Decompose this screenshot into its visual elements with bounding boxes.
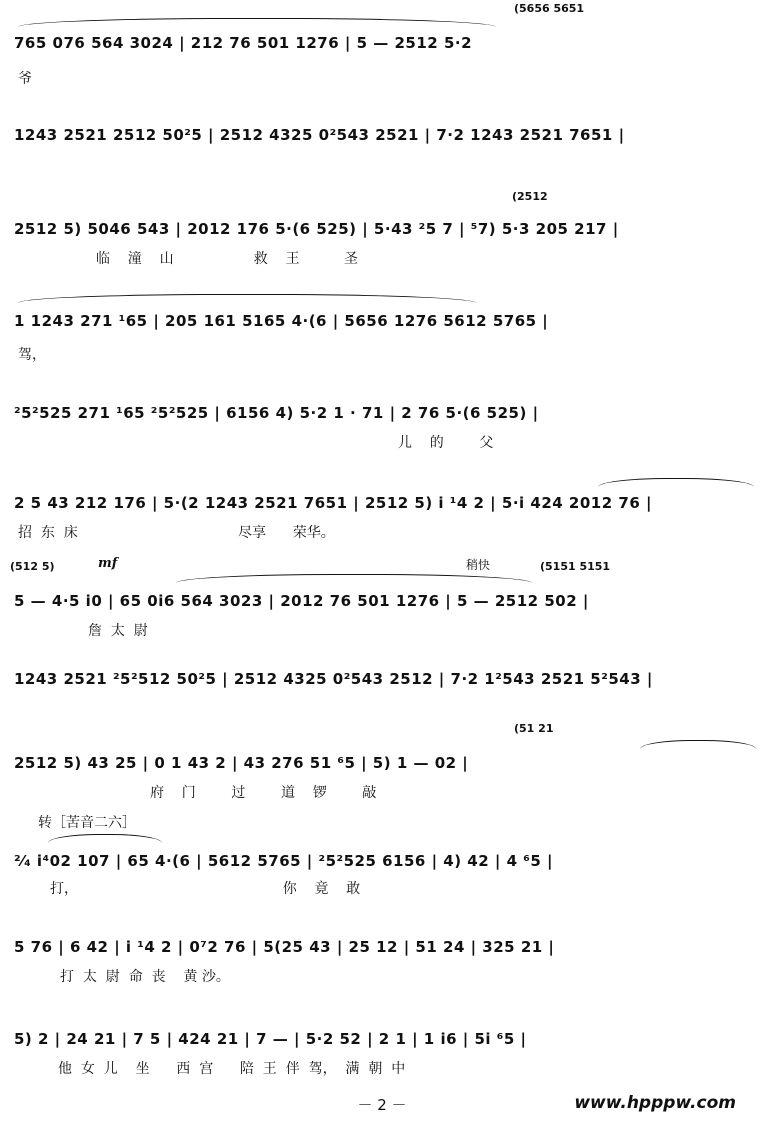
mode-change-mark: 转［苦音二六］ <box>38 815 136 831</box>
notation-line: 1243 2521 2512 50²5 | 2512 4325 0²543 2521 | 7·2 1243 2521 7651 | <box>14 126 625 144</box>
lyric-line: 招 东 床 尽享 荣华。 <box>18 525 335 541</box>
lyric-line: 驾， <box>18 347 46 363</box>
slur <box>18 294 476 303</box>
notation-line: 5) 2 | 24 21 | 7 5 | 424 21 | 7 — | 5·2 52 | 2 1 | 1 i6 | 5i ⁶5 | <box>14 1030 527 1048</box>
slur <box>598 478 754 487</box>
notation-line: 1243 2521 ²5²512 50²5 | 2512 4325 0²543 2512 | 7·2 1²543 2521 5²543 | <box>14 670 653 688</box>
lyric-line: 府 门 过 道 锣 敲 <box>150 785 377 801</box>
notation-line: ²5²525 271 ¹65 ²5²525 | 6156 4) 5·2 1 · 71 | 2 76 5·(6 525) | <box>14 404 539 422</box>
watermark: www.hpppw.com <box>574 1093 736 1113</box>
page-number: － 2 － <box>357 1096 407 1114</box>
tempo-mark: 稍快 <box>466 558 491 572</box>
grace-prefix: (2512 <box>512 190 548 203</box>
notation-line: 5 76 | 6 42 | i ¹4 2 | 0⁷2 76 | 5(25 43 | 25 12 | 51 24 | 325 21 | <box>14 938 555 956</box>
lyric-line: 儿 的 父 <box>398 435 494 451</box>
notation-line: 5 — 4·5 i0 | 65 0i6 564 3023 | 2012 76 501 1276 | 5 — 2512 502 | <box>14 592 589 610</box>
lyric-line: 爷 <box>18 71 32 87</box>
notation-line: 765 076 564 3024 | 212 76 501 1276 | 5 — 2512 5·2 <box>14 34 473 52</box>
lyric-line: 临 潼 山 救 王 圣 <box>96 251 359 267</box>
slur <box>48 834 162 843</box>
slur <box>18 18 496 27</box>
grace-prefix: (5151 5151 <box>540 560 611 573</box>
slur <box>176 574 532 583</box>
lyric-line: 詹 太 尉 <box>88 623 148 639</box>
lyric-line: 打 太 尉 命 丧 黄 沙。 <box>60 969 230 985</box>
grace-prefix: (51 21 <box>514 722 554 735</box>
grace-prefix: (512 5) <box>10 560 55 573</box>
notation-line: 2512 5) 43 25 | 0 1 43 2 | 43 276 51 ⁶5 | 5) 1 — 02 | <box>14 754 469 772</box>
dynamic-mark: mf <box>98 556 118 571</box>
notation-line: 1 1243 271 ¹65 | 205 161 5165 4·(6 | 5656 1276 5612 5765 | <box>14 312 549 330</box>
lyric-line: 打， 你 竟 敢 <box>50 881 361 897</box>
notation-line: 2512 5) 5046 543 | 2012 176 5·(6 525) | 5·43 ²5 7 | ⁵7) 5·3 205 217 | <box>14 220 619 238</box>
lyric-line: 他 女 儿 坐 西 宫 陪 王 伴 驾， 满 朝 中 <box>58 1061 406 1077</box>
notation-line: ²⁄₄ i⁴02 107 | 65 4·(6 | 5612 5765 | ²5²525 6156 | 4) 42 | 4 ⁶5 | <box>14 852 553 870</box>
grace-prefix: (5656 5651 <box>514 2 585 15</box>
notation-line: 2 5 43 212 176 | 5·(2 1243 2521 7651 | 2512 5) i ¹4 2 | 5·i 424 2012 76 | <box>14 494 652 512</box>
